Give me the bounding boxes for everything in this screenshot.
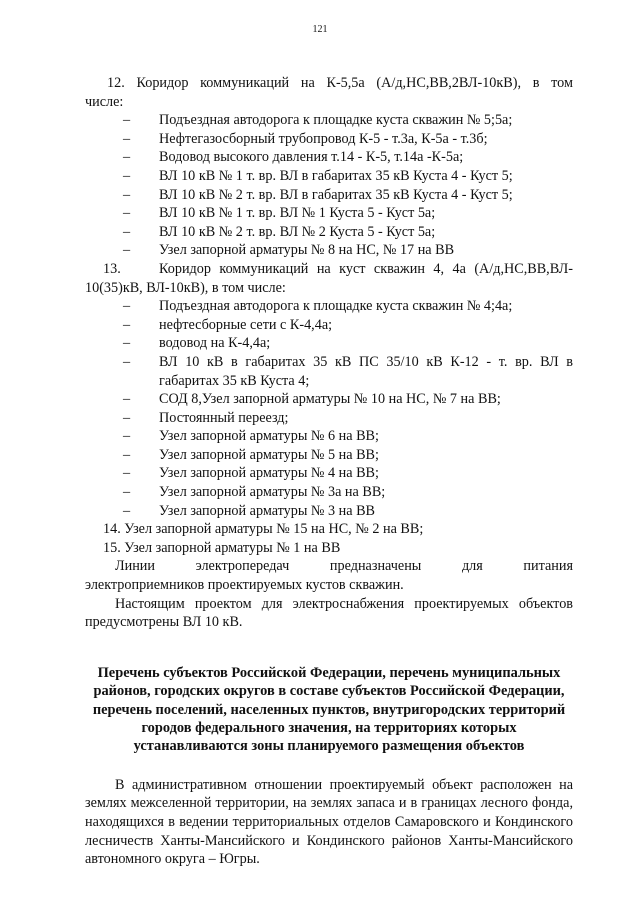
list-item	[85, 334, 573, 353]
list-item	[85, 167, 573, 186]
list-item	[85, 316, 573, 335]
dash-marker: –	[123, 428, 131, 445]
power-lines-line1: Линии электропередач предназначены для питания	[115, 558, 573, 575]
list-item	[85, 223, 573, 242]
item-15: 15. Узел запорной арматуры № 1 на ВВ	[103, 539, 341, 556]
project-text: Настоящим проектом для электроснабжения проектируемых объектов предусмотрены ВЛ 10 кВ.	[85, 595, 573, 631]
list-item	[85, 464, 573, 483]
list-item	[85, 502, 573, 521]
item-13-line1	[85, 260, 573, 279]
list-item	[85, 409, 573, 428]
list-item-text: Подъездная автодорога к площадке куста скважин № 5;5а;	[159, 112, 513, 129]
dash-marker: –	[123, 446, 131, 463]
list-item	[85, 297, 573, 316]
list-item-text: Узел запорной арматуры № 3 на ВВ	[159, 502, 375, 519]
list-item-text: Водовод высокого давления т.14 - К-5, т.14а -К-5а;	[159, 149, 464, 166]
dash-marker: –	[123, 502, 131, 519]
dash-marker: –	[123, 335, 131, 352]
dash-marker: –	[123, 316, 131, 333]
list-item-text: водовод на К-4,4а;	[159, 335, 271, 352]
list-item-text: ВЛ 10 кВ № 2 т. вр. ВЛ в габаритах 35 кВ Куста 4 - Куст 5;	[159, 186, 513, 203]
page-number: 121	[312, 24, 328, 35]
dash-marker: –	[123, 130, 131, 147]
dash-marker: –	[123, 298, 131, 315]
list-item-text: нефтесборные сети с К-4,4а;	[159, 316, 333, 333]
item-13-number: 13.	[103, 260, 121, 277]
list-item	[85, 427, 573, 446]
item-13-line2: 10(35)кВ, ВЛ-10кВ), в том числе:	[85, 279, 286, 296]
list-item	[85, 483, 573, 502]
list-item	[85, 186, 573, 205]
dash-marker: –	[123, 112, 131, 129]
dash-marker: –	[123, 205, 131, 222]
list-item-text: Узел запорной арматуры № 4 на ВВ;	[159, 465, 379, 482]
list-item-text: Узел запорной арматуры № 3а на ВВ;	[159, 484, 386, 501]
list-item	[85, 446, 573, 465]
dash-marker: –	[123, 353, 131, 370]
item-12-line1: 12. Коридор коммуникаций на К-5,5а (А/д,НС,ВВ,2ВЛ-10кВ), в том	[107, 75, 573, 91]
document-body	[85, 74, 573, 869]
list-item	[85, 111, 573, 130]
dash-marker: –	[123, 242, 131, 259]
item-14: 14. Узел запорной арматуры № 15 на НС, № 2 на ВВ;	[103, 521, 424, 538]
list-item	[85, 148, 573, 167]
list-item-text: Нефтегазосборный трубопровод К-5 - т.3а, К-5а - т.3б;	[159, 130, 488, 147]
item-13-sublist	[85, 297, 573, 520]
list-item-text: ВЛ 10 кВ № 1 т. вр. ВЛ № 1 Куста 5 - Куст 5а;	[159, 205, 436, 222]
item-12-sublist	[85, 111, 573, 260]
list-item-text: Узел запорной арматуры № 5 на ВВ;	[159, 446, 379, 463]
list-item-text: ВЛ 10 кВ № 2 т. вр. ВЛ № 2 Куста 5 - Куст 5а;	[159, 223, 436, 240]
list-item-text: ВЛ 10 кВ № 1 т. вр. ВЛ в габаритах 35 кВ Куста 4 - Куст 5;	[159, 167, 513, 184]
list-item	[85, 353, 573, 390]
list-item-text: СОД 8,Узел запорной арматуры № 10 на НС, № 7 на ВВ;	[159, 391, 501, 408]
list-item-text: Постоянный переезд;	[159, 409, 289, 426]
list-item-text: Подъездная автодорога к площадке куста скважин № 4;4а;	[159, 298, 513, 315]
dash-marker: –	[123, 391, 131, 408]
list-item-text: Узел запорной арматуры № 8 на НС, № 17 на ВВ	[159, 242, 455, 259]
dash-marker: –	[123, 223, 131, 240]
dash-marker: –	[123, 484, 131, 501]
list-item	[85, 130, 573, 149]
list-item	[85, 204, 573, 223]
dash-marker: –	[123, 167, 131, 184]
dash-marker: –	[123, 149, 131, 166]
final-paragraph: В административном отношении проектируемый объект расположен на землях межселенной территории, на землях запаса и в границах лесного фонда, находящихся в ведении территориальных отделов Самаровского и Кондинского лесничеств Ханты-Мансийского и Кондинского районов Ханты-Мансийского автономного округа – Югры.	[85, 776, 573, 868]
list-item-text: Узел запорной арматуры № 6 на ВВ;	[159, 428, 379, 445]
list-item-text: ВЛ 10 кВ в габаритах 35 кВ ПС 35/10 кВ К-12 - т. вр. ВЛ в габаритах 35 кВ Куста 4;	[159, 353, 573, 389]
dash-marker: –	[123, 465, 131, 482]
list-item	[85, 390, 573, 409]
dash-marker: –	[123, 186, 131, 203]
dash-marker: –	[123, 409, 131, 426]
list-item	[85, 241, 573, 260]
power-lines-line2: электроприемников проектируемых кустов скважин.	[85, 577, 404, 594]
item-13-title: Коридор коммуникаций на куст скважин 4, 4а (А/д,НС,ВВ,ВЛ-	[159, 260, 573, 277]
section-heading: Перечень субъектов Российской Федерации, перечень муниципальных районов, городских округов в составе субъектов Российской Федерации, перечень поселений, населенных пунктов, внутригородских территорий городов федерального значения, на территориях которых устанавливаются зоны планируемого размещения объектов	[92, 664, 566, 755]
item-12-line2: числе:	[85, 93, 124, 110]
